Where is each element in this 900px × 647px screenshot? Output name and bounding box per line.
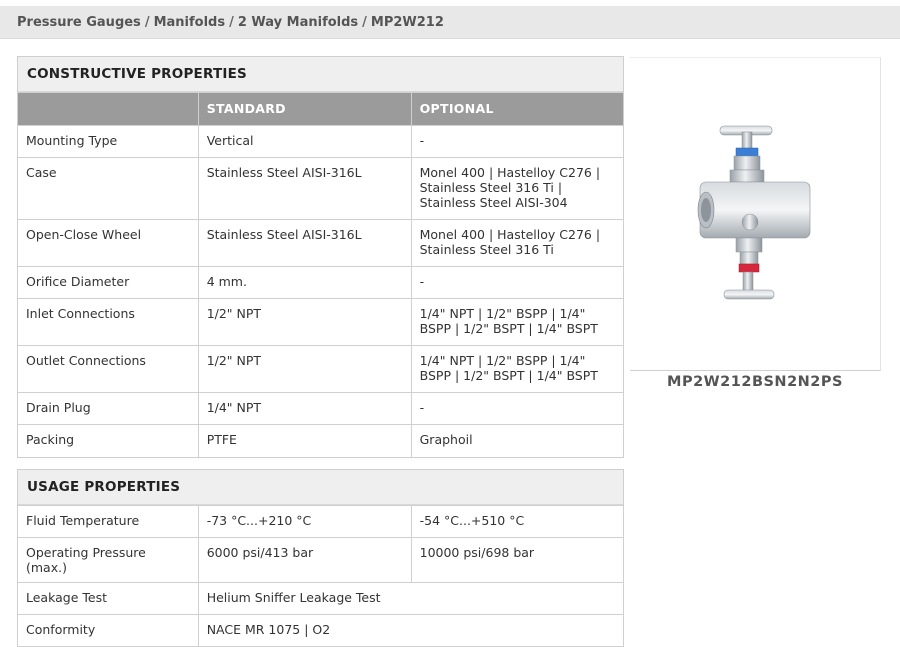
property-name: Packing (18, 425, 198, 457)
constructive-properties-panel (17, 56, 624, 458)
table-row (18, 583, 623, 615)
header-standard: STANDARD (198, 93, 411, 126)
usage-properties-table (18, 505, 623, 647)
optional-value: Monel 400 | Hastelloy C276 | Stainless Steel 316 Ti (411, 220, 623, 267)
table-row (18, 506, 623, 538)
optional-value: 1/4" NPT | 1/2" BSPP | 1/4" BSPP | 1/2" BSPT | 1/4" BSPT (411, 299, 623, 346)
table-row (18, 538, 623, 583)
property-name: Drain Plug (18, 393, 198, 425)
property-name: Inlet Connections (18, 299, 198, 346)
property-name: Outlet Connections (18, 346, 198, 393)
optional-value: - (411, 393, 623, 425)
constructive-properties-table (18, 92, 623, 457)
property-name: Open-Close Wheel (18, 220, 198, 267)
standard-value: Stainless Steel AISI-316L (198, 158, 411, 220)
header-property (18, 93, 198, 126)
breadcrumb-separator: / (144, 15, 150, 30)
standard-value: Helium Sniffer Leakage Test (198, 583, 623, 615)
table-header-row (18, 93, 623, 126)
standard-value: 1/4" NPT (198, 393, 411, 425)
usage-properties-title: USAGE PROPERTIES (18, 470, 623, 505)
constructive-properties-title: CONSTRUCTIVE PROPERTIES (18, 57, 623, 92)
property-name: Orifice Diameter (18, 267, 198, 299)
optional-value: 10000 psi/698 bar (411, 538, 623, 583)
standard-value: 1/2" NPT (198, 299, 411, 346)
optional-value: -54 °C...+510 °C (411, 506, 623, 538)
manifold-valve-icon[interactable] (690, 118, 820, 318)
table-row (18, 615, 623, 647)
standard-value: NACE MR 1075 | O2 (198, 615, 623, 647)
table-row (18, 220, 623, 267)
breadcrumb-link-manifolds[interactable]: Manifolds (153, 15, 226, 30)
optional-value: 1/4" NPT | 1/2" BSPP | 1/4" BSPP | 1/2" BSPT | 1/4" BSPT (411, 346, 623, 393)
header-optional: OPTIONAL (411, 93, 623, 126)
standard-value: PTFE (198, 425, 411, 457)
standard-value: 6000 psi/413 bar (198, 538, 411, 583)
optional-value: - (411, 126, 623, 158)
product-code: MP2W212BSN2N2PS (667, 374, 843, 390)
property-name: Case (18, 158, 198, 220)
standard-value: 4 mm. (198, 267, 411, 299)
property-name: Conformity (18, 615, 198, 647)
usage-properties-panel (17, 469, 624, 647)
property-name: Mounting Type (18, 126, 198, 158)
standard-value: -73 °C...+210 °C (198, 506, 411, 538)
breadcrumb-link-pressure-gauges[interactable]: Pressure Gauges (17, 15, 141, 30)
optional-value: Monel 400 | Hastelloy C276 | Stainless Steel 316 Ti | Stainless Steel AISI-304 (411, 158, 623, 220)
property-name: Leakage Test (18, 583, 198, 615)
property-name: Operating Pressure (max.) (18, 538, 198, 583)
optional-value: - (411, 267, 623, 299)
table-row (18, 393, 623, 425)
property-name: Fluid Temperature (18, 506, 198, 538)
breadcrumb-separator: / (362, 15, 367, 30)
breadcrumb-bar (0, 6, 900, 39)
table-row (18, 158, 623, 220)
standard-value: Vertical (198, 126, 411, 158)
table-row (18, 267, 623, 299)
table-row (18, 346, 623, 393)
breadcrumb-current-page: MP2W212 (370, 15, 444, 30)
breadcrumb-separator: / (229, 15, 234, 30)
table-row (18, 126, 623, 158)
breadcrumb-link-2-way-manifolds[interactable]: 2 Way Manifolds (237, 15, 359, 30)
table-row (18, 299, 623, 346)
product-image-box (630, 57, 881, 371)
standard-value: Stainless Steel AISI-316L (198, 220, 411, 267)
table-row (18, 425, 623, 457)
standard-value: 1/2" NPT (198, 346, 411, 393)
breadcrumb (17, 15, 444, 30)
optional-value: Graphoil (411, 425, 623, 457)
